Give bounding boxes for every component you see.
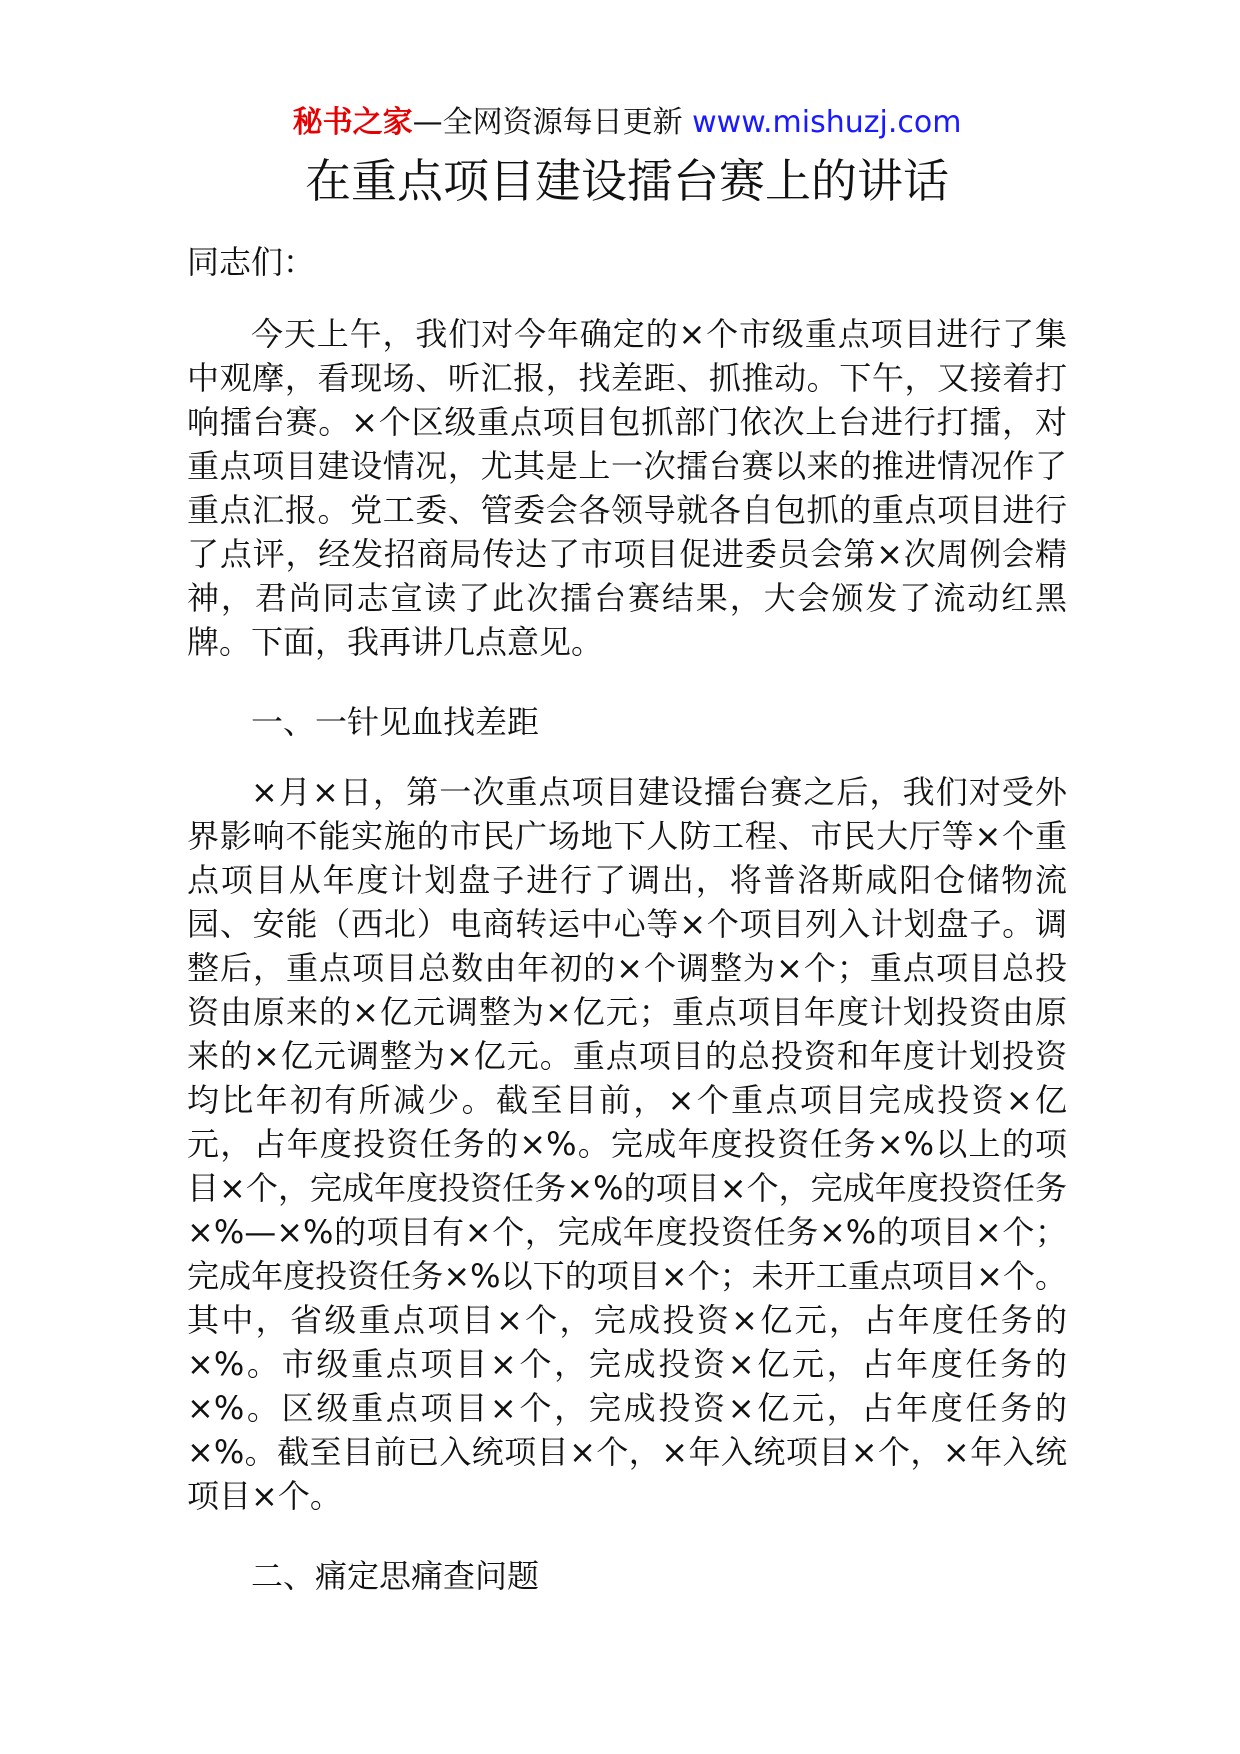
brand-name: 秘书之家 bbox=[292, 105, 413, 140]
website-link[interactable]: www.mishuzj.com bbox=[692, 105, 962, 140]
header-tagline: —全网资源每日更新 bbox=[412, 105, 693, 140]
salutation: 同志们： bbox=[187, 243, 316, 281]
body-paragraph: ×月×日，第一次重点项目建设擂台赛之后，我们对受外界影响不能实施的市民广场地下人防工程、市民大厅等×个重点项目从年度计划盘子进行了调出，将普洛斯咸阳仓储物流园、安能（西北）电商转运中心等×个项目列入计划盘子。调整后，重点项目总数由年初的×个调整为×个；重点项目总投资由原来的×亿元调整为×亿元；重点项目年度计划投资由原来的×亿元调整为×亿元。重点项目的总投资和年度计划投资均比年初有所减少。截至目前，×个重点项目完成投资×亿元，占年度投资任务的×%。完成年度投资任务×%以上的项目×个，完成年度投资任务×%的项目×个，完成年度投资任务×%—×%的项目有×个，完成年度投资任务×%的项目×个；完成年度投资任务×%以下的项目×个；未开工重点项目×个。其中，省级重点项目×个，完成投资×亿元，占年度任务的×%。市级重点项目×个，完成投资×亿元，占年度任务的×%。区级重点项目×个，完成投资×亿元，占年度任务的×%。截至目前已入统项目×个，×年入统项目×个，×年入统项目×个。 bbox=[187, 773, 1067, 1515]
body-paragraph: 今天上午，我们对今年确定的×个市级重点项目进行了集中观摩，看现场、听汇报，找差距、抓推动。下午，又接着打响擂台赛。×个区级重点项目包抓部门依次上台进行打擂，对重点项目建设情况，尤其是上一次擂台赛以来的推进情况作了重点汇报。党工委、管委会各领导就各自包抓的重点项目进行了点评，经发招商局传达了市项目促进委员会第×次周例会精神，君尚同志宣读了此次擂台赛结果，大会颁发了流动红黑牌。下面，我再讲几点意见。 bbox=[187, 315, 1067, 661]
section-heading: 一、一针见血找差距 bbox=[251, 703, 540, 741]
document-page bbox=[187, 100, 1067, 1598]
document-title: 在重点项目建设擂台赛上的讲话 bbox=[305, 154, 949, 208]
site-header bbox=[187, 100, 1067, 146]
section-heading: 二、痛定思痛查问题 bbox=[251, 1557, 540, 1595]
